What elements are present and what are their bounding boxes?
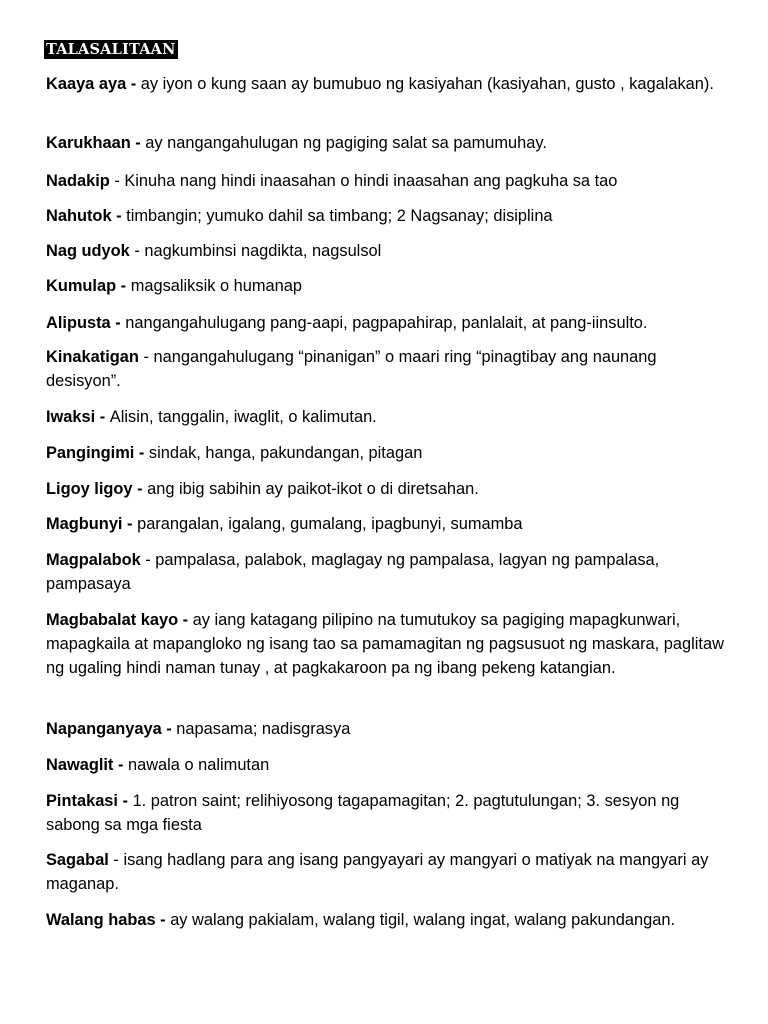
glossary-definition: nawala o nalimutan [127, 756, 270, 774]
glossary-entry [46, 345, 726, 393]
term-separator: - [130, 134, 146, 152]
glossary-term: Nag udyok [46, 242, 130, 260]
term-separator: - [113, 756, 128, 774]
glossary-entry [46, 204, 726, 228]
term-separator: - [138, 348, 154, 366]
term-separator: - [140, 551, 156, 569]
glossary-entry [46, 239, 726, 263]
term-separator: - [178, 611, 193, 629]
glossary-definition: nangangahulugang “pinanigan” o maari ring “pinagtibay ang naunang desisyon”. [46, 348, 657, 390]
term-separator: - [132, 480, 148, 498]
term-separator: - [116, 277, 131, 295]
glossary-definition: nagkumbinsi nagdikta, nagsulsol [144, 242, 382, 260]
glossary-definition: ang ibig sabihin ay paikot-ikot o di diretsahan. [147, 480, 479, 498]
term-separator: - [108, 851, 124, 869]
glossary-term: Sagabal [46, 851, 109, 869]
glossary-entry [46, 789, 726, 837]
glossary-entry [46, 717, 726, 741]
glossary-definition: timbangin; yumuko dahil sa timbang; 2 Nagsanay; disiplina [126, 207, 553, 225]
term-separator: - [122, 515, 138, 533]
glossary-entry [46, 131, 726, 155]
glossary-definition: isang hadlang para ang isang pangyayari ay mangyari o matiyak na mangyari ay maganap. [46, 851, 709, 893]
glossary-entry [46, 441, 726, 465]
glossary-definition: nangangahulugang pang-aapi, pagpapahirap, panlalait, at pang-iinsulto. [125, 314, 648, 332]
term-separator: - [117, 792, 133, 810]
glossary-term: Kinakatigan [46, 348, 139, 366]
glossary-entry [46, 548, 726, 596]
glossary-term: Iwaksi [46, 408, 96, 426]
glossary-term: Nahutok [46, 207, 112, 225]
glossary-entry [46, 477, 726, 501]
glossary-term: Nawaglit [46, 756, 114, 774]
term-separator: - [111, 207, 127, 225]
glossary-term: Walang habas [46, 911, 156, 929]
glossary-definition: sindak, hanga, pakundangan, pitagan [148, 444, 423, 462]
glossary-definition: ay iyon o kung saan ay bumubuo ng kasiyahan (kasiyahan, gusto , kagalakan). [140, 75, 714, 93]
glossary-entry [46, 169, 726, 193]
term-separator: - [109, 172, 125, 190]
term-separator: - [126, 75, 141, 93]
glossary-definition: magsaliksik o humanap [130, 277, 302, 295]
glossary-term: Pintakasi [46, 792, 118, 810]
glossary-term: Magbunyi [46, 515, 123, 533]
glossary-term: Magpalabok [46, 551, 141, 569]
glossary-entry [46, 72, 726, 96]
term-separator: - [110, 314, 126, 332]
glossary-term: Pangingimi [46, 444, 135, 462]
glossary-definition: pampalasa, palabok, maglagay ng pampalasa, lagyan ng pampalasa, pampasaya [46, 551, 660, 593]
glossary-entry [46, 512, 726, 536]
glossary-definition: ay nangangahulugan ng pagiging salat sa pamumuhay. [145, 134, 547, 152]
glossary-entry [46, 405, 726, 429]
glossary-definition: ay iang katagang pilipino na tumutukoy sa pagiging mapagkunwari, mapagkaila at mapangloko ng isang tao sa pamamagitan ng pagsusuot ng maskara, paglitaw ng ugaling hindi naman tunay , at pagkakaroon pa ng ibang pekeng katangian. [46, 611, 724, 677]
glossary-term: Alipusta [46, 314, 111, 332]
glossary-entry [46, 848, 726, 896]
glossary-definition: 1. patron saint; relihiyosong tagapamagitan; 2. pagtutulungan; 3. sesyon ng sabong sa mga fiesta [46, 792, 680, 834]
glossary-entry [46, 608, 726, 680]
glossary-definition: napasama; nadisgrasya [176, 720, 351, 738]
glossary-term: Kaaya aya [46, 75, 127, 93]
glossary-definition: ay walang pakialam, walang tigil, walang ingat, walang pakundangan. [170, 911, 675, 929]
document-heading: TALASALITAAN [46, 41, 176, 58]
glossary-definition: Kinuha nang hindi inaasahan o hindi inaasahan ang pagkuha sa tao [124, 172, 618, 190]
glossary-term: Ligoy ligoy [46, 480, 133, 498]
glossary-definition: Alisin, tanggalin, iwaglit, o kalimutan. [109, 408, 377, 426]
term-separator: - [161, 720, 177, 738]
term-separator: - [129, 242, 145, 260]
term-separator: - [134, 444, 149, 462]
glossary-term: Karukhaan [46, 134, 131, 152]
glossary-entry [46, 753, 726, 777]
glossary-term: Kumulap [46, 277, 117, 295]
glossary-term: Nadakip [46, 172, 110, 190]
glossary-entry [46, 311, 726, 335]
term-separator: - [95, 408, 110, 426]
term-separator: - [155, 911, 171, 929]
glossary-term: Magbabalat kayo [46, 611, 179, 629]
glossary-definition: parangalan, igalang, gumalang, ipagbunyi, sumamba [137, 515, 523, 533]
glossary-term: Napanganyaya [46, 720, 162, 738]
glossary-entry [46, 908, 726, 932]
glossary-entry [46, 274, 726, 298]
